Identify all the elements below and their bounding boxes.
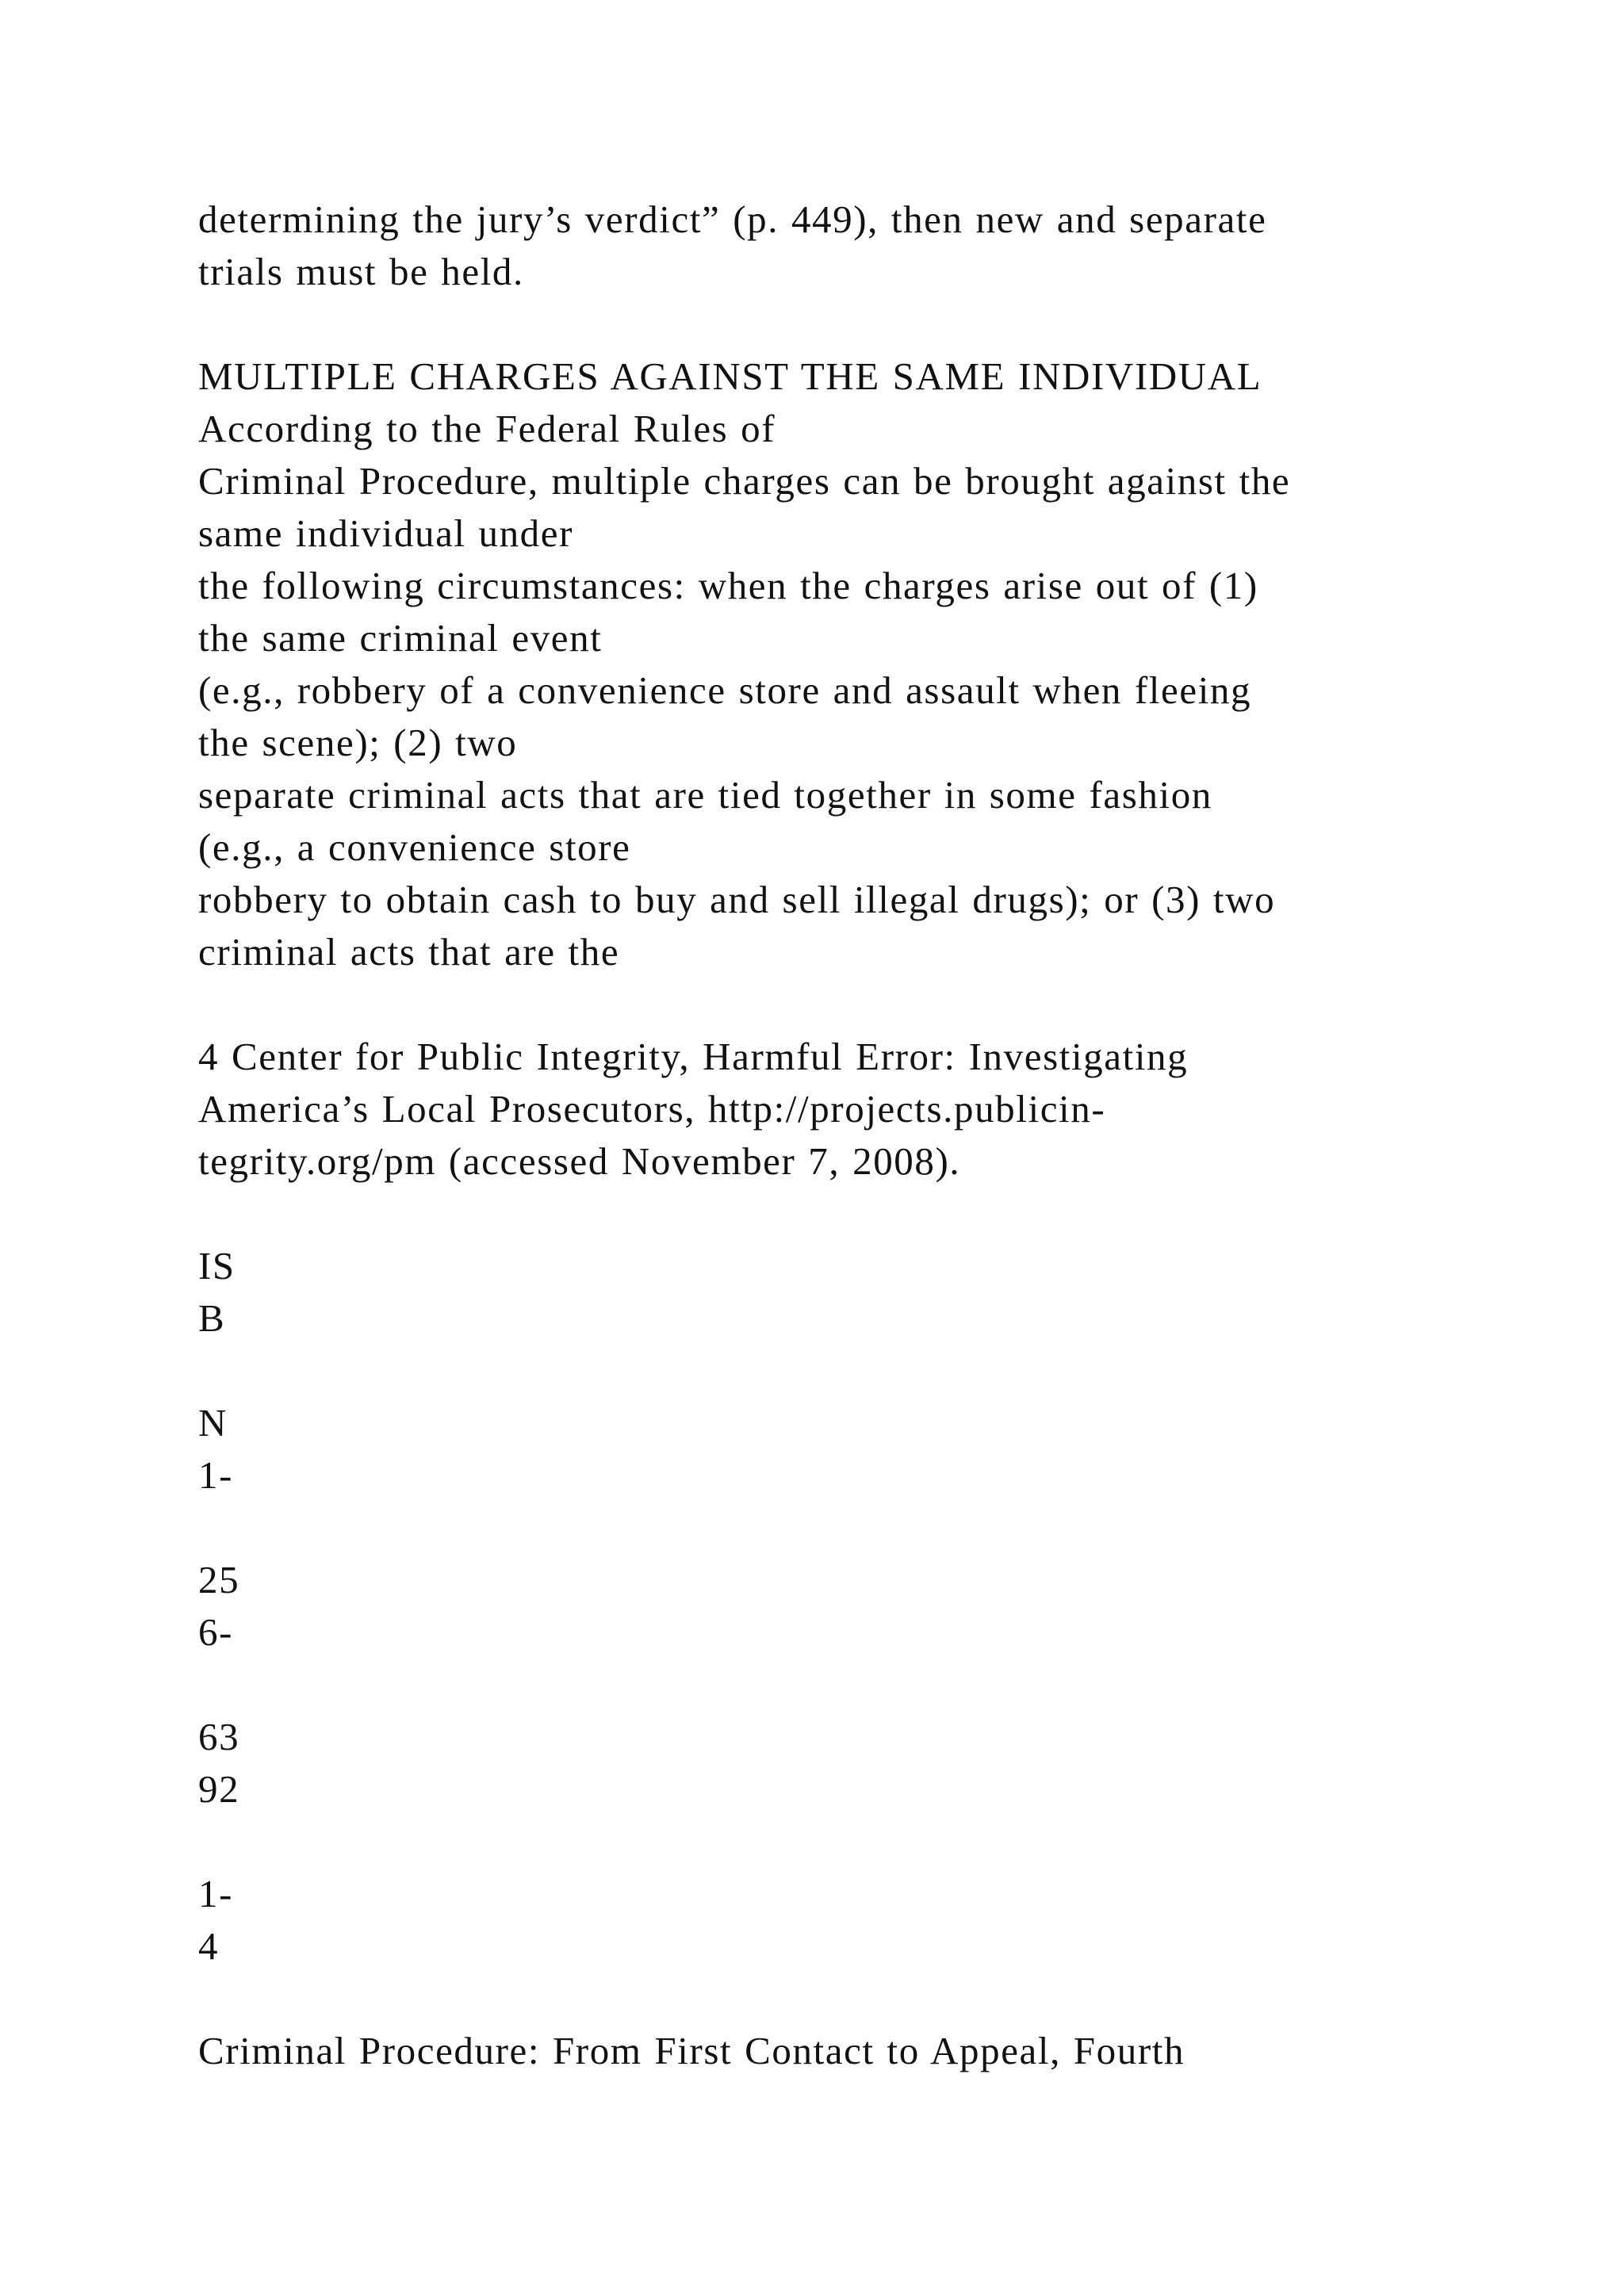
isbn-fragment: IS — [198, 1244, 236, 1288]
isbn-fragment: 4 — [198, 1924, 220, 1968]
text-line: criminal acts that are the — [198, 930, 620, 974]
isbn-fragment: 25 — [198, 1558, 240, 1601]
blank-line — [198, 1502, 1546, 1554]
blank-line — [198, 978, 1546, 1031]
isbn-watermark — [198, 1240, 1546, 1973]
text-line: separate criminal acts that are tied together in some fashion — [198, 773, 1212, 817]
text-line: the scene); (2) two — [198, 721, 518, 764]
text-line: robbery to obtain cash to buy and sell illegal drugs); or (3) two — [198, 878, 1276, 921]
blank-line — [198, 1973, 1546, 2025]
text-line: same individual under — [198, 511, 574, 555]
footnote-line: America’s Local Prosecutors, http://projects.publicin- — [198, 1087, 1106, 1131]
text-line: (e.g., a convenience store — [198, 825, 631, 869]
isbn-fragment: 63 — [198, 1715, 240, 1758]
blank-line — [198, 298, 1546, 350]
footnote-line: 4 Center for Public Integrity, Harmful Error: Investigating — [198, 1035, 1189, 1078]
section-heading: MULTIPLE CHARGES AGAINST THE SAME INDIVIDUAL — [198, 354, 1262, 398]
blank-line — [198, 1659, 1546, 1711]
isbn-fragment: 6- — [198, 1610, 234, 1654]
book-title-footer: Criminal Procedure: From First Contact to Appeal, Fourth — [198, 2029, 1185, 2072]
text-line: (e.g., robbery of a convenience store and assault when fleeing — [198, 668, 1252, 712]
document-text — [198, 193, 1546, 2077]
text-line: the following circumstances: when the charges arise out of (1) — [198, 564, 1258, 607]
text-line: Criminal Procedure, multiple charges can be brought against the — [198, 459, 1291, 503]
isbn-fragment: B — [198, 1296, 226, 1340]
footnote — [198, 1031, 1546, 1188]
isbn-fragment: 92 — [198, 1767, 240, 1811]
footnote-line: tegrity.org/pm (accessed November 7, 2008). — [198, 1139, 961, 1183]
text-line: the same criminal event — [198, 616, 603, 660]
isbn-fragment: N — [198, 1401, 228, 1445]
section-multiple-charges — [198, 350, 1546, 978]
isbn-fragment: 1- — [198, 1453, 234, 1497]
text-line: determining the jury’s verdict” (p. 449), then new and separate — [198, 197, 1267, 241]
paragraph-continuation — [198, 193, 1546, 298]
blank-line — [198, 1345, 1546, 1397]
blank-line — [198, 1188, 1546, 1240]
isbn-fragment: 1- — [198, 1872, 234, 1915]
blank-line — [198, 1816, 1546, 1868]
text-line: trials must be held. — [198, 250, 524, 293]
text-line: According to the Federal Rules of — [198, 407, 776, 450]
